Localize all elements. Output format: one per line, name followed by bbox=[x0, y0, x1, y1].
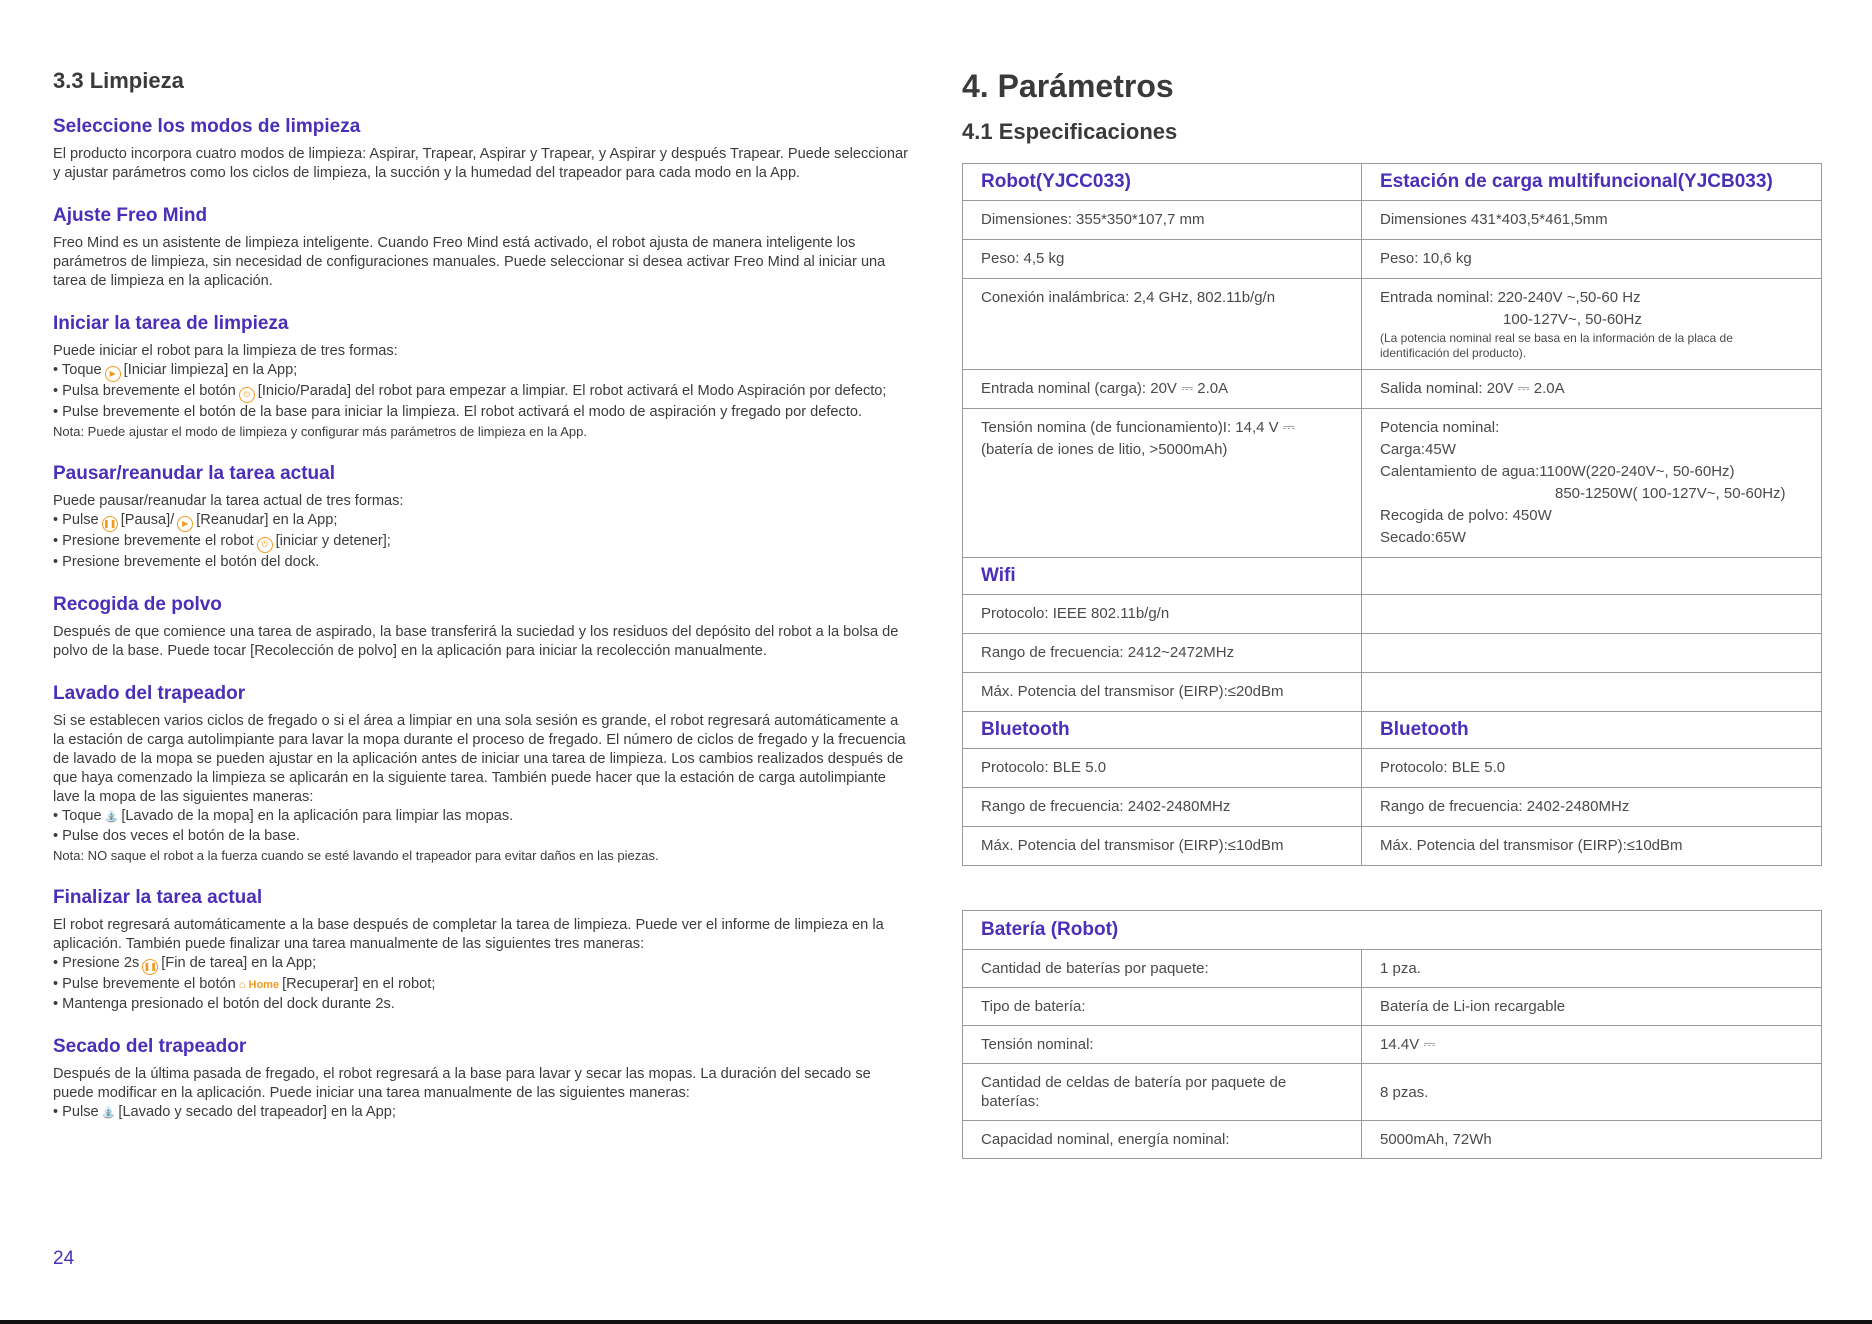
list-pausar bbox=[53, 511, 911, 572]
header-bluetooth-robot: Bluetooth bbox=[963, 712, 1362, 749]
header-station: Estación de carga multifuncional(YJCB033) bbox=[1362, 164, 1822, 201]
heading-freo-mind: Ajuste Freo Mind bbox=[53, 205, 208, 226]
table-row: Dimensiones: 355*350*107,7 mm Dimensiones 431*403,5*461,5mm bbox=[963, 201, 1822, 240]
list-item: • Pulse ⛲ [Lavado y secado del trapeador] en la App; bbox=[53, 1103, 911, 1123]
section-pausar bbox=[53, 463, 911, 572]
paragraph-secado: Después de la última pasada de fregado, el robot regresará a la base para lavar y secar las mopas. La duración del secado se puede modificar en la aplicación. Puede iniciar una tarea manualmente de las siguientes maneras: bbox=[53, 1066, 871, 1101]
list-item: • Pulsa brevemente el botón ⏻ [Inicio/Parada] del robot para empezar a limpiar. El robot activará el Modo Aspiración por defecto; bbox=[53, 382, 911, 403]
note-lavado: Nota: NO saque el robot a la fuerza cuando se esté lavando el trapeador para evitar daños en las piezas. bbox=[53, 848, 659, 863]
heading-recogida: Recogida de polvo bbox=[53, 594, 222, 615]
header-battery: Batería (Robot) bbox=[963, 911, 1822, 950]
table-row: Capacidad nominal, energía nominal: 5000mAh, 72Wh bbox=[963, 1121, 1822, 1159]
list-lavado bbox=[53, 807, 911, 846]
table-row: Peso: 4,5 kg Peso: 10,6 kg bbox=[963, 240, 1822, 279]
section-secado bbox=[53, 1036, 911, 1123]
pause-icon: ❚❚ bbox=[142, 959, 158, 975]
heading-lavado: Lavado del trapeador bbox=[53, 683, 246, 704]
paragraph-modos: El producto incorpora cuatro modos de limpieza: Aspirar, Trapear, Aspirar y Trapear, y Aspirar y después Trapear. Puede seleccionar y ajustar parámetros como los ciclos de limpieza, la succión y la humedad del trapeador para cada modo en la App. bbox=[53, 146, 908, 181]
heading-pausar: Pausar/reanudar la tarea actual bbox=[53, 463, 335, 484]
play-icon: ▶ bbox=[105, 366, 121, 382]
paragraph-lavado: Si se establecen varios ciclos de fregado o si el área a limpiar en una sola sesión es grande, el robot regresará automáticamente a la estación de carga autolimpiante para lavar la mopa durante el proceso de fregado. El número de ciclos de fregado y la frecuencia de lavado de la mopa se pueden ajustar en la aplicación antes de iniciar una tarea de limpieza. Los cambios realizados después de que haya comenzado la limpieza se aplicarán en la siguiente tarea. También puede hacer que la estación de carga autolimpiante lave la mopa de las siguientes maneras: bbox=[53, 713, 906, 805]
power-icon: ⏻ bbox=[257, 537, 273, 553]
table-row bbox=[963, 712, 1822, 749]
list-item: • Presione 2s ❚❚ [Fin de tarea] en la App; bbox=[53, 954, 911, 975]
table-row: Tipo de batería: Batería de Li-ion recargable bbox=[963, 988, 1822, 1026]
list-item: • Presione brevemente el botón del dock. bbox=[53, 553, 911, 572]
header-wifi: Wifi bbox=[963, 558, 1362, 595]
bottom-rule bbox=[0, 1320, 1872, 1324]
intro-pausar: Puede pausar/reanudar la tarea actual de tres formas: bbox=[53, 493, 404, 509]
heading-modos: Seleccione los modos de limpieza bbox=[53, 116, 361, 137]
left-column bbox=[53, 68, 911, 1145]
table-row: Máx. Potencia del transmisor (EIRP):≤20dBm bbox=[963, 673, 1822, 712]
list-iniciar bbox=[53, 361, 911, 422]
list-item: • Presione brevemente el robot ⏻ [iniciar y detener]; bbox=[53, 532, 911, 553]
list-secado bbox=[53, 1103, 911, 1123]
list-item: • Toque ▶ [Iniciar limpieza] en la App; bbox=[53, 361, 911, 382]
pause-icon: ❚❚ bbox=[102, 516, 118, 532]
table-row: Cantidad de baterías por paquete: 1 pza. bbox=[963, 950, 1822, 988]
mop-dry-icon: ⛲ bbox=[101, 1107, 116, 1119]
table-row bbox=[963, 164, 1822, 201]
table-row: Rango de frecuencia: 2412~2472MHz bbox=[963, 634, 1822, 673]
table-row: Rango de frecuencia: 2402-2480MHz Rango de frecuencia: 2402-2480MHz bbox=[963, 788, 1822, 827]
section-recogida bbox=[53, 594, 911, 661]
right-column bbox=[962, 68, 1822, 1159]
header-robot: Robot(YJCC033) bbox=[963, 164, 1362, 201]
list-item: • Pulse brevemente el botón de la base para iniciar la limpieza. El robot activará el modo de aspiración y fregado por defecto. bbox=[53, 403, 911, 422]
table-row: Protocolo: BLE 5.0 Protocolo: BLE 5.0 bbox=[963, 749, 1822, 788]
heading-iniciar: Iniciar la tarea de limpieza bbox=[53, 313, 289, 334]
page-number: 24 bbox=[53, 1248, 75, 1269]
section-modos bbox=[53, 116, 911, 183]
section-title-limpieza: 3.3 Limpieza bbox=[53, 68, 184, 93]
table-row: Entrada nominal (carga): 20V ⎓ 2.0A Salida nominal: 20V ⎓ 2.0A bbox=[963, 370, 1822, 409]
table-row: Máx. Potencia del transmisor (EIRP):≤10dBm Máx. Potencia del transmisor (EIRP):≤10dBm bbox=[963, 827, 1822, 866]
paragraph-recogida: Después de que comience una tarea de aspirado, la base transferirá la suciedad y los residuos del depósito del robot a la bolsa de polvo de la base. Puede tocar [Recolección de polvo] en la aplicación para iniciar la recolección manualmente. bbox=[53, 624, 899, 659]
section-lavado bbox=[53, 683, 911, 865]
page-title: 4. Parámetros bbox=[962, 68, 1174, 104]
table-row bbox=[963, 911, 1822, 950]
paragraph-finalizar: El robot regresará automáticamente a la base después de completar la tarea de limpieza. Puede ver el informe de limpieza en la aplicación. También puede finalizar una tarea manualmente de las siguientes tres maneras: bbox=[53, 917, 884, 952]
note-iniciar: Nota: Puede ajustar el modo de limpieza y configurar más parámetros de limpieza en la App. bbox=[53, 424, 588, 439]
mop-wash-icon: ⛲ bbox=[104, 811, 119, 823]
home-icon: ⌂ Home bbox=[238, 979, 280, 991]
spec-table bbox=[962, 163, 1822, 866]
play-icon: ▶ bbox=[177, 516, 193, 532]
power-icon: ⏻ bbox=[239, 387, 255, 403]
table-row: Protocolo: IEEE 802.11b/g/n bbox=[963, 595, 1822, 634]
battery-table bbox=[962, 910, 1822, 1159]
table-row: Tensión nominal: 14.4V ⎓ bbox=[963, 1026, 1822, 1064]
table-row bbox=[963, 558, 1822, 595]
heading-secado: Secado del trapeador bbox=[53, 1036, 247, 1057]
section-finalizar bbox=[53, 887, 911, 1014]
table-row: Tensión nomina (de funcionamiento)I: 14,4 V ⎓ (batería de iones de litio, >5000mAh) Potencia nominal: Carga:45W Calentamiento de agua:1100W(220-240V~, 50-60Hz) 850-1250W( 100-127V~, 50-60Hz) Recogida de polvo: 450W Secado:65W bbox=[963, 409, 1822, 558]
intro-iniciar: Puede iniciar el robot para la limpieza de tres formas: bbox=[53, 343, 398, 359]
table-row: Cantidad de celdas de batería por paquete de baterías: 8 pzas. bbox=[963, 1064, 1822, 1121]
heading-finalizar: Finalizar la tarea actual bbox=[53, 887, 263, 908]
table-row: Conexión inalámbrica: 2,4 GHz, 802.11b/g/n Entrada nominal: 220-240V ~,50-60 Hz 100-127V~, 50-60Hz (La potencia nominal real se basa en la información de la placa de identificación del producto). bbox=[963, 279, 1822, 370]
section-iniciar bbox=[53, 313, 911, 441]
list-item: • Pulse brevemente el botón ⌂ Home [Recuperar] en el robot; bbox=[53, 975, 911, 995]
list-item: • Mantenga presionado el botón del dock durante 2s. bbox=[53, 995, 911, 1014]
paragraph-freo-mind: Freo Mind es un asistente de limpieza inteligente. Cuando Freo Mind está activado, el robot ajusta de manera inteligente los parámetros de limpieza, sin necesidad de configuraciones manuales. Puede seleccionar si desea activar Freo Mind al iniciar una tarea de limpieza en la aplicación. bbox=[53, 235, 886, 289]
list-item: • Pulse ❚❚ [Pausa]/ ▶ [Reanudar] en la App; bbox=[53, 511, 911, 532]
header-bluetooth-station: Bluetooth bbox=[1362, 712, 1822, 749]
subtitle: 4.1 Especificaciones bbox=[962, 119, 1178, 144]
section-freo-mind bbox=[53, 205, 911, 291]
list-finalizar bbox=[53, 954, 911, 1014]
list-item: • Toque ⛲ [Lavado de la mopa] en la aplicación para limpiar las mopas. bbox=[53, 807, 911, 827]
list-item: • Pulse dos veces el botón de la base. bbox=[53, 827, 911, 846]
